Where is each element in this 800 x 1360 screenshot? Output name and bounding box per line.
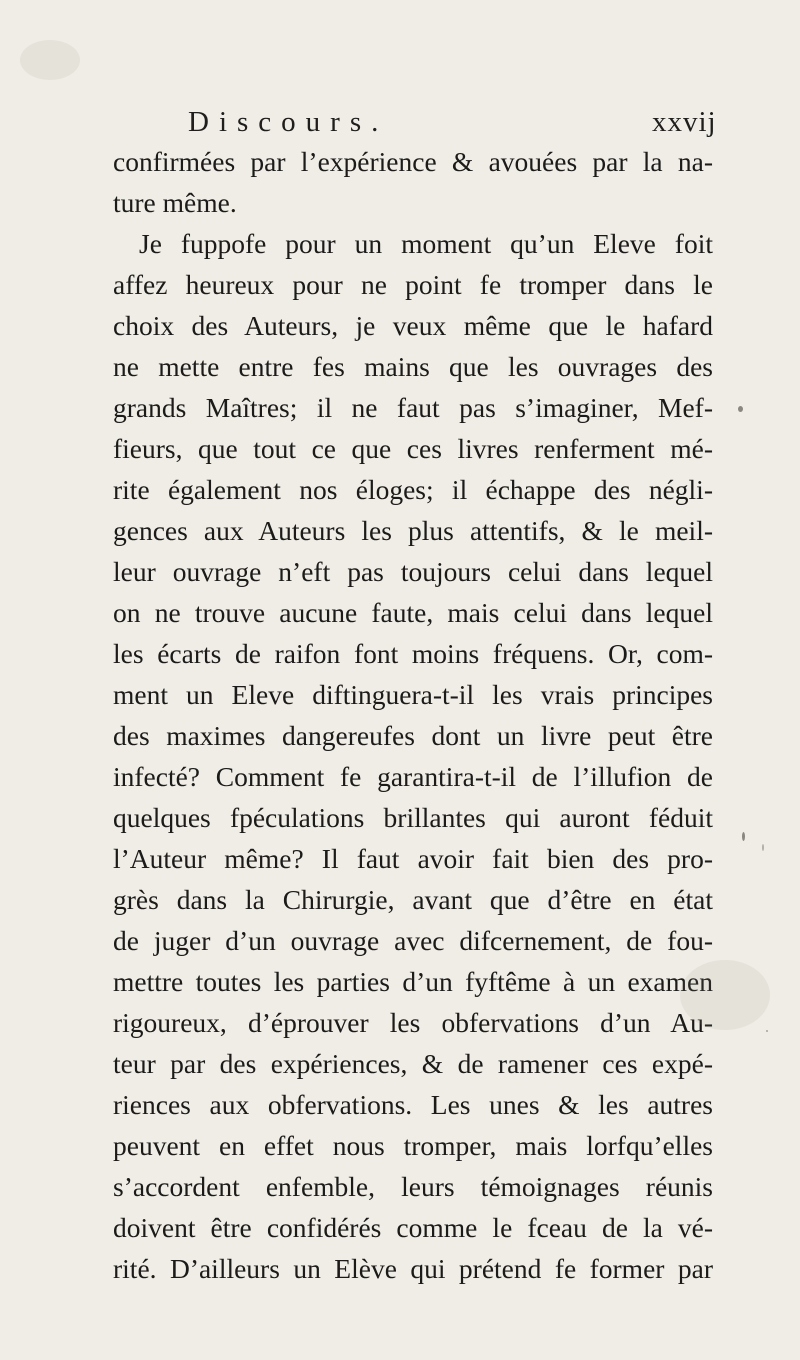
ink-speck	[766, 1030, 768, 1032]
text-line-27: doivent être confidérés comme le fceau de la vé-	[113, 1212, 713, 1243]
text-line-15: des maximes dangereufes dont un livre peut être	[113, 720, 713, 751]
ink-speck	[742, 832, 745, 841]
text-line-22: rigoureux, d’éprouver les obfervations d’un Au-	[113, 1007, 713, 1038]
text-line-18: l’Auteur même? Il faut avoir fait bien des pro-	[113, 843, 713, 874]
text-line-25: peuvent en effet nous tromper, mais lorfqu’elles	[113, 1130, 713, 1161]
text-line-14: ment un Eleve diftinguera-t-il les vrais principes	[113, 679, 713, 710]
text-line-26: s’accordent enfemble, leurs témoignages réunis	[113, 1171, 713, 1202]
text-line-24: riences aux obfervations. Les unes & les autres	[113, 1089, 713, 1120]
text-line-19: grès dans la Chirurgie, avant que d’être en état	[113, 884, 713, 915]
text-line-8: fieurs, que tout ce que ces livres renferment mé-	[113, 433, 713, 464]
text-line-6: ne mette entre fes mains que les ouvrages des	[113, 351, 713, 382]
running-title: Discours.	[188, 106, 389, 138]
text-line-7: grands Maîtres; il ne faut pas s’imaginer, Mef-	[113, 392, 713, 423]
text-line-13: les écarts de raifon font moins fréquens. Or, com-	[113, 638, 713, 669]
text-line-9: rite également nos éloges; il échappe des négli-	[113, 474, 713, 505]
text-line-5: choix des Auteurs, je veux même que le hafard	[113, 310, 713, 341]
text-line-17: quelques fpéculations brillantes qui auront féduit	[113, 802, 713, 833]
text-line-11: leur ouvrage n’eft pas toujours celui dans lequel	[113, 556, 713, 587]
text-line-16: infecté? Comment fe garantira-t-il de l’illufion de	[113, 761, 713, 792]
text-line-20: de juger d’un ouvrage avec difcernement, de fou-	[113, 925, 713, 956]
text-line-28: rité. D’ailleurs un Elève qui prétend fe former par	[113, 1253, 713, 1284]
paper-stain	[680, 960, 770, 1030]
text-line-2: ture même.	[113, 187, 237, 218]
text-line-21: mettre toutes les parties d’un fyftême à un examen	[113, 966, 713, 997]
page-number: xxvij	[652, 106, 717, 138]
text-line-10: gences aux Auteurs les plus attentifs, & le meil-	[113, 515, 713, 546]
paper-stain	[20, 40, 80, 80]
text-line-4: affez heureux pour ne point fe tromper dans le	[113, 269, 713, 300]
ink-speck	[762, 844, 764, 851]
text-line-12: on ne trouve aucune faute, mais celui dans lequel	[113, 597, 713, 628]
text-line-1: confirmées par l’expérience & avouées par la na-	[113, 146, 713, 177]
text-line-3: Je fuppofe pour un moment qu’un Eleve foit	[139, 228, 713, 259]
text-line-23: teur par des expériences, & de ramener ces expé-	[113, 1048, 713, 1079]
ink-speck	[738, 406, 743, 412]
